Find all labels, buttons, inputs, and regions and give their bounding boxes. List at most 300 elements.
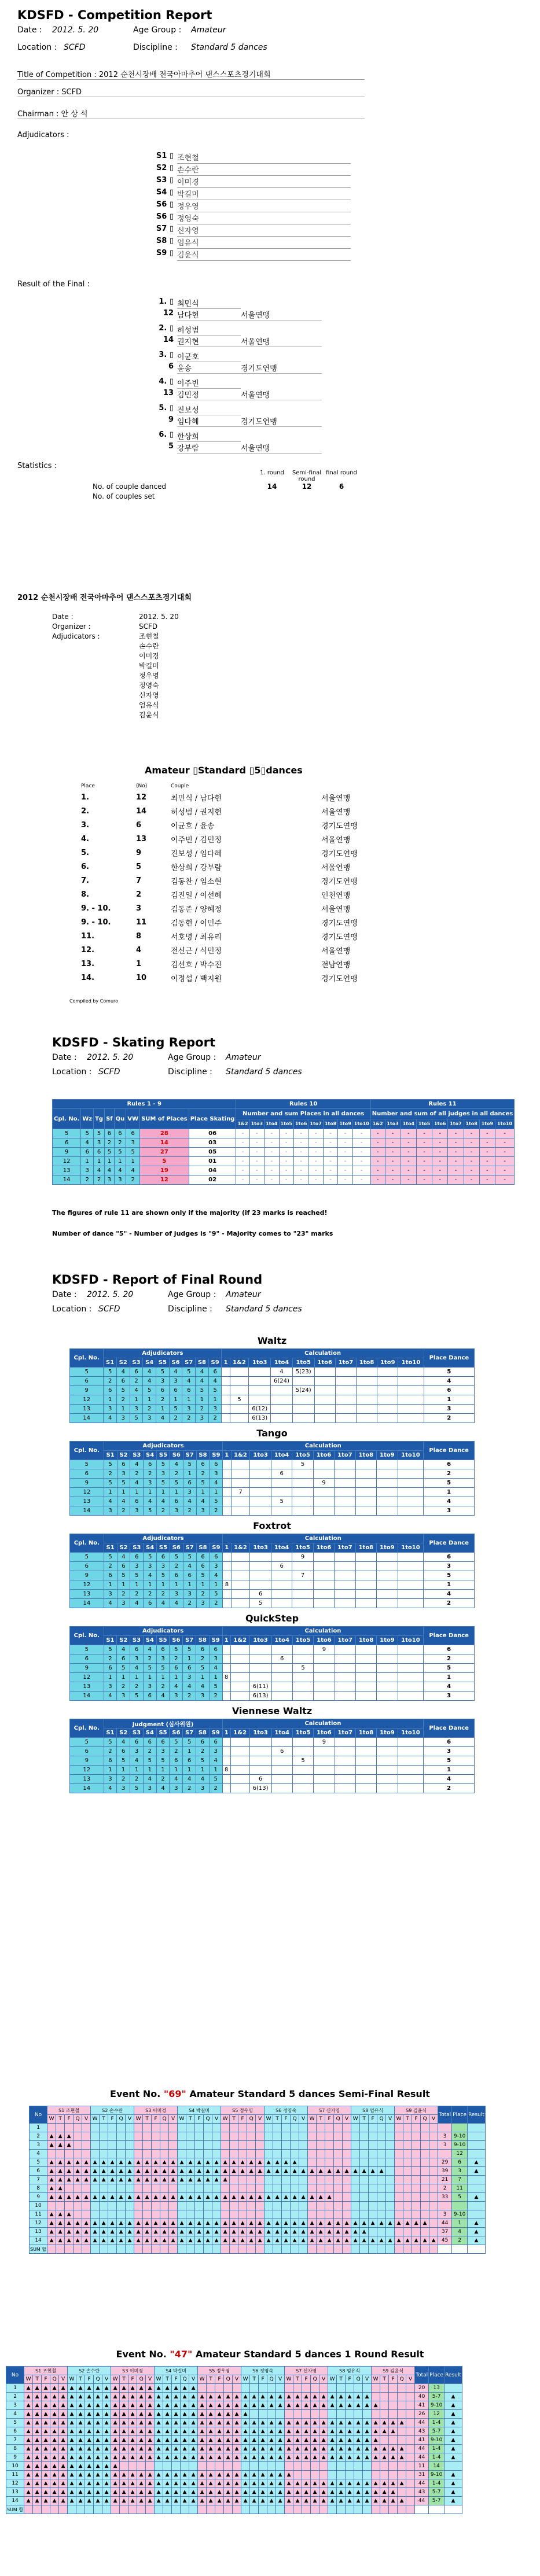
adj-head: Judgment (심사위원) (104, 1719, 222, 1729)
mark-cell: ▲ (285, 2436, 293, 2445)
mark-cell: ▲ (317, 2193, 325, 2202)
mark-cell: ▲ (137, 2479, 146, 2488)
mark-cell (360, 2141, 369, 2150)
mark-cell (406, 2462, 415, 2471)
footer-cell (406, 2505, 415, 2514)
calc-col-head: 1 (222, 1636, 230, 1645)
final-head-row (70, 1358, 475, 1368)
round1-row (6, 2445, 462, 2453)
mark-cell (195, 2124, 204, 2132)
cpl-head: Cpl. No. (70, 1534, 104, 1553)
mark-cell (241, 2462, 250, 2471)
mark-cell: ▲ (363, 2488, 372, 2497)
mark-cell (395, 2167, 403, 2176)
mark-cell: ▲ (169, 2176, 178, 2184)
semi-row (30, 2158, 486, 2167)
final-cpl: 12 (70, 1673, 104, 1682)
mark-cell (134, 2184, 143, 2193)
final-calc (313, 1562, 334, 1571)
footer-cell (354, 2505, 363, 2514)
final-calc (377, 1395, 398, 1405)
mark-cell (212, 2124, 221, 2132)
rule11-cell: - (495, 1166, 514, 1175)
mark-cell (134, 2202, 143, 2210)
mark-cell: ▲ (241, 2393, 250, 2401)
final-place: 6 (424, 1553, 475, 1562)
mark-cell: ▲ (354, 2436, 363, 2445)
final-mark: 3 (170, 1691, 183, 1701)
mark-cell (406, 2479, 415, 2488)
mark-cell: ▲ (59, 2462, 68, 2471)
footer-cell (346, 2505, 354, 2514)
mark-cell: ▲ (389, 2488, 398, 2497)
rule10-cell: - (279, 1129, 293, 1138)
adjudicator-row (139, 188, 351, 200)
final-mark: 3 (196, 1691, 210, 1701)
rule10-cell: - (265, 1148, 279, 1157)
mark-cell: ▲ (74, 2236, 82, 2245)
mark-cell (108, 2202, 117, 2210)
mark-cell: ▲ (319, 2453, 328, 2462)
place-head: Place Dance (424, 1627, 475, 1645)
result-name-2: 임다혜 (177, 415, 241, 427)
mark-cell: ▲ (47, 2210, 56, 2219)
final-calc (355, 1488, 376, 1497)
mark-cell (238, 2210, 247, 2219)
mark-cell: ▲ (241, 2453, 250, 2462)
calc-col-head: 1to4 (271, 1729, 292, 1738)
footer-cell (337, 2505, 346, 2514)
mark-cell: ▲ (56, 2210, 65, 2219)
mark-cell (273, 2124, 282, 2132)
final-calc (355, 1682, 376, 1691)
mark-cell: ▲ (308, 2228, 317, 2236)
judge-head: S3 (130, 1636, 144, 1645)
final-calc (335, 1562, 355, 1571)
mark-cell: ▲ (137, 2410, 146, 2419)
dance-letter: V (82, 2115, 91, 2124)
cpl-head: Cpl. No. (70, 1349, 104, 1368)
mark-cell (377, 2184, 386, 2193)
judge-group-head: S9 김윤식 (372, 2367, 415, 2375)
mark-cell (369, 2141, 377, 2150)
mark-cell: ▲ (215, 2427, 224, 2436)
final-calc: 6 (250, 1590, 271, 1599)
mark-cell: ▲ (120, 2401, 128, 2410)
mark-cell: ▲ (247, 2158, 256, 2167)
sum-adj-name: 조현철 (139, 632, 159, 640)
mark-cell: ▲ (33, 2436, 42, 2445)
rule11-cell: - (416, 1138, 432, 1148)
dance-letter: V (363, 2375, 372, 2384)
mark-cell: ▲ (169, 2219, 178, 2228)
placing-no: 14 (136, 806, 147, 816)
mark-cell: ▲ (319, 2488, 328, 2497)
mark-cell: ▲ (100, 2228, 108, 2236)
footer-cell (299, 2245, 308, 2254)
mark-cell: ▲ (102, 2462, 111, 2471)
mark-cell: ▲ (380, 2488, 389, 2497)
mark-cell: ▲ (137, 2445, 146, 2453)
rule10-cell: - (323, 1166, 337, 1175)
mark-cell (325, 2176, 334, 2184)
rule10-cell: - (236, 1148, 249, 1157)
final-calc (249, 1756, 271, 1766)
rule11-cell: - (416, 1157, 432, 1166)
final-place: 5 (424, 1368, 474, 1377)
mark-cell (380, 2401, 389, 2410)
final-mark: 5 (196, 1664, 210, 1673)
mark-cell: ▲ (82, 2176, 91, 2184)
final-mark: 5 (156, 1756, 170, 1766)
final-mark: 5 (183, 1460, 196, 1469)
mark-cell: ▲ (198, 2401, 207, 2410)
mark-cell: ▲ (230, 2167, 238, 2176)
mark-cell (230, 2132, 238, 2141)
judge-head: S5 (157, 1543, 170, 1553)
mark-cell: ▲ (311, 2453, 319, 2462)
mark-cell: ▲ (181, 2471, 189, 2479)
final-calc (398, 1580, 424, 1590)
final-calc: 5 (292, 1664, 313, 1673)
mark-cell: ▲ (198, 2427, 207, 2436)
no-head: No (30, 2106, 47, 2124)
row-result (445, 2384, 462, 2393)
final-calc (223, 1488, 231, 1497)
row-result: ▲ (445, 2393, 462, 2401)
mark-cell: ▲ (178, 2193, 186, 2202)
final-row (70, 1756, 475, 1766)
mark-cell (351, 2202, 360, 2210)
compiled-note: Compiled by Comuro (69, 998, 119, 1004)
final-mark: 1 (144, 1488, 157, 1497)
final-cpl: 6 (70, 1747, 104, 1756)
judge-head: S3 (130, 1729, 144, 1738)
mark-cell (91, 2210, 100, 2219)
final-calc (355, 1497, 376, 1506)
judge-head: S6 (170, 1451, 183, 1460)
final-calc (355, 1599, 376, 1608)
final-row (70, 1645, 475, 1654)
mark-cell (302, 2471, 311, 2479)
dance-letter: Q (117, 2115, 126, 2124)
final-calc (377, 1738, 398, 1747)
calc-col-head: 1to6 (314, 1636, 335, 1645)
mark-cell (360, 2193, 369, 2202)
calc-col-head: 1to3 (250, 1451, 271, 1460)
dance-letter: W (328, 2375, 337, 2384)
rules-11-head: Rules 11 (370, 1100, 514, 1109)
final-mark: 6 (144, 1599, 157, 1608)
mark-cell (372, 2410, 380, 2419)
mark-cell: ▲ (337, 2488, 346, 2497)
skating-sub-head: 1to8 (464, 1119, 479, 1129)
sum-adj-name: 신자영 (139, 691, 159, 699)
row-no: 3 (6, 2401, 24, 2410)
final-calc (292, 1691, 313, 1701)
skating-sub-head: 1&2 (370, 1119, 385, 1129)
extra-head: Result (468, 2106, 486, 2124)
mark-cell: ▲ (33, 2427, 42, 2436)
mark-cell: ▲ (267, 2488, 276, 2497)
mark-cell: ▲ (293, 2445, 302, 2453)
mark-cell: ▲ (207, 2393, 215, 2401)
final-calc (355, 1571, 376, 1580)
mark-cell (386, 2124, 395, 2132)
mark-cell (215, 2384, 224, 2393)
mark-cell (406, 2393, 415, 2401)
stats-value: 14 (267, 482, 277, 491)
mark-cell (82, 2150, 91, 2158)
row-place: 5-7 (429, 2488, 445, 2497)
mark-cell: ▲ (282, 2193, 291, 2202)
calc-col-head: 1to3 (249, 1636, 271, 1645)
skating-mark: 6 (126, 1129, 140, 1138)
adj-name: 이미경 (177, 176, 351, 188)
mark-cell (386, 2132, 395, 2141)
mark-cell (395, 2141, 403, 2150)
mark-cell: ▲ (346, 2445, 354, 2453)
final-mark: 4 (196, 1682, 210, 1691)
summary-title: 2012 순천시장배 전국아마추어 댄스스포츠경기대회 (17, 594, 192, 602)
calc-col-head: 1to9 (377, 1358, 398, 1368)
mark-cell: ▲ (68, 2436, 76, 2445)
mark-cell (343, 2158, 351, 2167)
mark-cell: ▲ (120, 2436, 128, 2445)
skating-mark: 5 (126, 1148, 140, 1157)
dance-letter: V (146, 2375, 155, 2384)
final-calc (377, 1460, 398, 1469)
mark-cell (267, 2410, 276, 2419)
rule10-cell: - (352, 1138, 370, 1148)
semi-row (30, 2202, 486, 2210)
mark-cell (221, 2202, 230, 2210)
footer-cell (334, 2245, 343, 2254)
final-mark: 5 (157, 1460, 170, 1469)
mark-cell (299, 2124, 308, 2132)
mark-cell: ▲ (137, 2384, 146, 2393)
final-calc (250, 1506, 271, 1516)
mark-cell (126, 2141, 134, 2150)
mark-cell (65, 2124, 74, 2132)
final-place: 4 (424, 1590, 475, 1599)
placing-couple: 한상희 / 강부람 (171, 863, 222, 872)
mark-cell (308, 2210, 317, 2219)
row-total: 45 (438, 2236, 452, 2245)
mark-cell: ▲ (259, 2436, 267, 2445)
final-mark: 1 (210, 1580, 223, 1590)
mark-cell: ▲ (337, 2479, 346, 2488)
mark-cell (198, 2462, 207, 2471)
final-mark: 6 (156, 1738, 170, 1747)
mark-cell: ▲ (224, 2436, 233, 2445)
final-calc (377, 1645, 398, 1654)
final-calc (398, 1775, 424, 1784)
final-mark: 4 (116, 1368, 130, 1377)
mark-cell: ▲ (328, 2497, 337, 2505)
round1-row (6, 2401, 462, 2410)
final-mark: 1 (143, 1395, 156, 1405)
final-mark: 5 (104, 1460, 117, 1469)
calc-head: Calculation (223, 1534, 424, 1543)
final-mark: 2 (130, 1775, 144, 1784)
mark-cell: ▲ (282, 2228, 291, 2236)
footer-cell (102, 2505, 111, 2514)
mark-cell: ▲ (421, 2219, 429, 2228)
final-mark: 2 (117, 1682, 130, 1691)
mark-cell: ▲ (250, 2427, 259, 2436)
final-calc (271, 1599, 292, 1608)
mark-cell (429, 2141, 438, 2150)
mark-cell (291, 2141, 299, 2150)
mark-cell: ▲ (160, 2219, 169, 2228)
rule10-cell: - (338, 1148, 352, 1157)
mark-cell: ▲ (372, 2497, 380, 2505)
mark-cell: ▲ (360, 2228, 369, 2236)
final-calc (335, 1571, 355, 1580)
calc-col-head: 1to4 (271, 1636, 292, 1645)
final-mark: 3 (156, 1654, 170, 1664)
fr-date: 2012. 5. 20 (87, 1290, 134, 1299)
mark-cell: ▲ (241, 2445, 250, 2453)
final-mark: 3 (144, 1562, 157, 1571)
final-cpl: 9 (70, 1756, 104, 1766)
mark-cell: ▲ (100, 2219, 108, 2228)
mark-cell (82, 2132, 91, 2141)
mark-cell (369, 2202, 377, 2210)
final-place: 2 (424, 1599, 475, 1608)
mark-cell (117, 2202, 126, 2210)
row-place: 1-4 (429, 2419, 445, 2427)
final-calc (377, 1414, 398, 1423)
dance-letter: W (68, 2375, 76, 2384)
mark-cell: ▲ (233, 2393, 241, 2401)
mark-cell (128, 2462, 137, 2471)
mark-cell: ▲ (302, 2453, 311, 2462)
mark-cell: ▲ (224, 2497, 233, 2505)
skating-mark: 6 (114, 1129, 126, 1138)
mark-cell: ▲ (68, 2393, 76, 2401)
rule11-cell: - (464, 1129, 479, 1138)
mark-cell: ▲ (143, 2158, 152, 2167)
mark-cell (91, 2202, 100, 2210)
judge-head: S7 (183, 1636, 196, 1645)
skating-cpl: 6 (53, 1138, 81, 1148)
mark-cell: ▲ (128, 2453, 137, 2462)
row-total: 31 (415, 2471, 429, 2479)
mark-cell (282, 2210, 291, 2219)
calc-col-head: 1 (222, 1358, 230, 1368)
final-calc (292, 1414, 314, 1423)
sum-adj-label: Adjudicators : (52, 632, 100, 640)
mark-cell: ▲ (267, 2479, 276, 2488)
mark-cell: ▲ (152, 2158, 160, 2167)
judge-head: S7 (183, 1729, 196, 1738)
mark-cell: ▲ (276, 2479, 285, 2488)
final-mark: 4 (170, 1775, 183, 1784)
row-place: 7 (452, 2176, 468, 2184)
mark-cell (429, 2184, 438, 2193)
rule10-cell: - (323, 1138, 337, 1148)
round1-row (6, 2479, 462, 2488)
dance-letter: T (186, 2115, 195, 2124)
skating-cpl: 14 (53, 1175, 81, 1185)
footer-cell (360, 2245, 369, 2254)
mark-cell: ▲ (215, 2445, 224, 2453)
mark-cell: ▲ (155, 2479, 163, 2488)
final-mark: 5 (170, 1738, 183, 1747)
mark-cell (256, 2150, 265, 2158)
judge-group-head: S4 박길미 (178, 2106, 221, 2115)
mark-cell (360, 2124, 369, 2132)
mark-cell: ▲ (24, 2497, 33, 2505)
final-calc (271, 1386, 293, 1395)
row-total: 44 (415, 2479, 429, 2488)
semi-title-post: Amateur Standard 5 dances Semi-Final Result (186, 2088, 430, 2099)
semi-row (30, 2132, 486, 2141)
final-mark: 1 (104, 1488, 117, 1497)
mark-cell: ▲ (334, 2236, 343, 2245)
mark-cell: ▲ (360, 2236, 369, 2245)
final-calc (398, 1460, 424, 1469)
final-mark: 4 (156, 1691, 170, 1701)
row-total: 39 (438, 2167, 452, 2176)
mark-cell: ▲ (351, 2236, 360, 2245)
mark-cell: ▲ (47, 2193, 56, 2202)
mark-cell: ▲ (233, 2401, 241, 2410)
result-name-1: 한상희 (177, 430, 241, 442)
final-calc (250, 1488, 271, 1497)
mark-cell: ▲ (152, 2176, 160, 2184)
mark-cell (395, 2184, 403, 2193)
mark-cell: ▲ (291, 2236, 299, 2245)
mark-cell: ▲ (111, 2471, 120, 2479)
mark-cell: ▲ (181, 2419, 189, 2427)
mark-cell: ▲ (134, 2236, 143, 2245)
final-calc (230, 1414, 249, 1423)
mark-cell: ▲ (328, 2419, 337, 2427)
final-mark: 4 (196, 1775, 210, 1784)
dance-letter: F (172, 2375, 181, 2384)
skating-mark: 2 (114, 1138, 126, 1148)
mark-cell: ▲ (68, 2419, 76, 2427)
mark-cell: ▲ (74, 2193, 82, 2202)
final-calc (355, 1460, 376, 1469)
placing-couple: 김동찬 / 임소현 (171, 877, 222, 886)
placing-couple: 허성범 / 권지현 (171, 808, 222, 817)
placing-team: 경기도연맹 (321, 919, 358, 928)
mark-cell (372, 2384, 380, 2393)
dance-letter: T (403, 2115, 412, 2124)
final-mark: 3 (196, 1599, 210, 1608)
stats-value (255, 492, 289, 502)
mark-cell: ▲ (241, 2488, 250, 2497)
final-mark: 2 (130, 1682, 144, 1691)
final-calc (398, 1479, 424, 1488)
mark-cell (117, 2150, 126, 2158)
dance-letter: T (360, 2115, 369, 2124)
final-mark: 6 (170, 1664, 183, 1673)
mark-cell: ▲ (204, 2176, 212, 2184)
mark-cell: ▲ (241, 2436, 250, 2445)
mark-cell: ▲ (293, 2427, 302, 2436)
final-calc (335, 1775, 355, 1784)
rule11-cell: - (432, 1175, 448, 1185)
mark-cell (134, 2210, 143, 2219)
stats-row (93, 492, 359, 502)
mark-cell: ▲ (102, 2445, 111, 2453)
mark-cell: ▲ (299, 2193, 308, 2202)
